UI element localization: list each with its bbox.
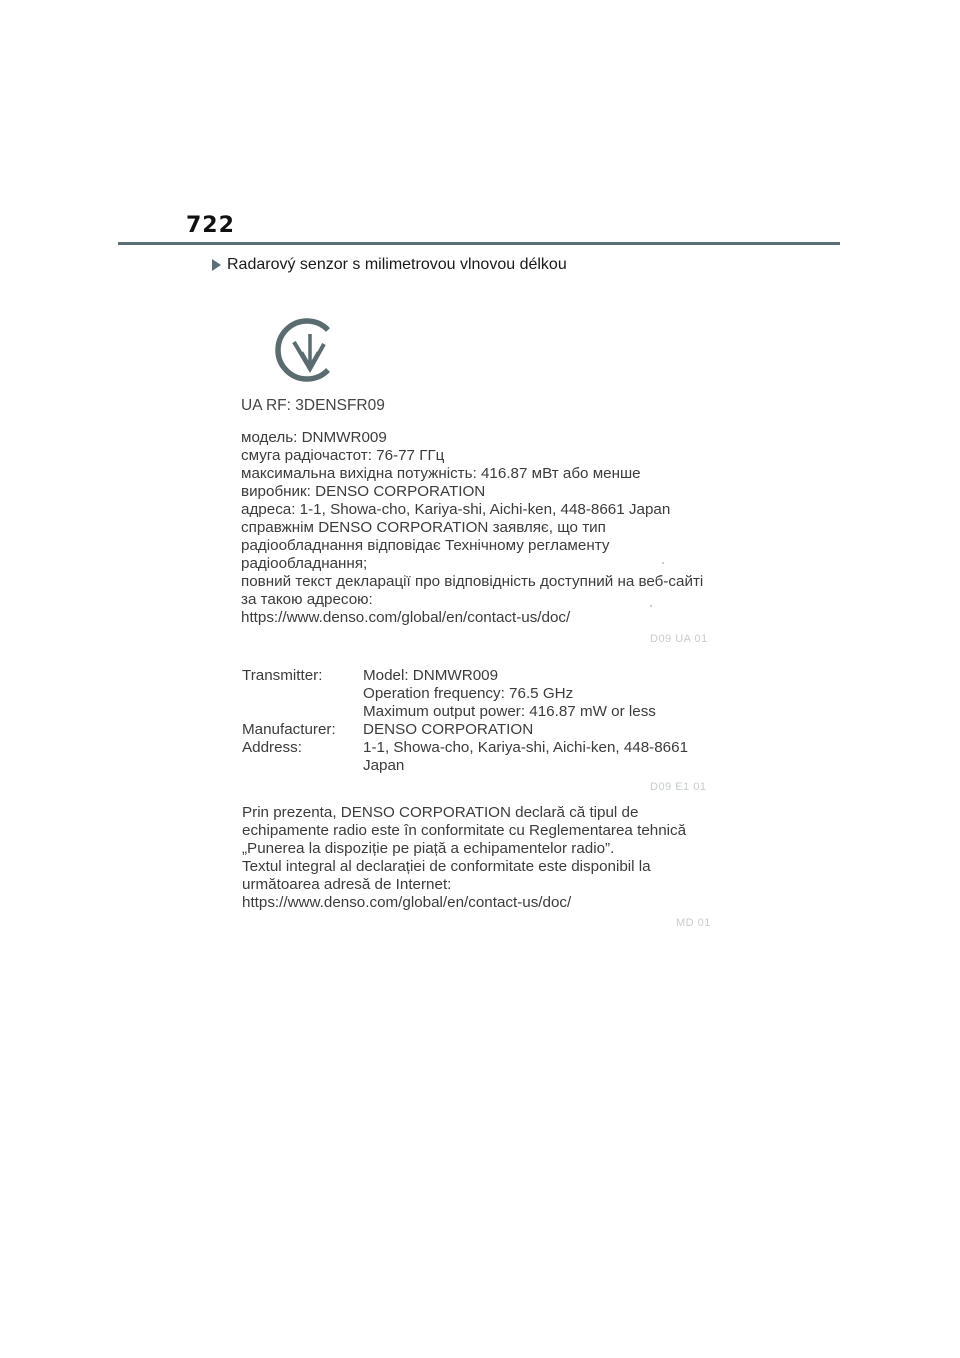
spec-row (242, 667, 688, 685)
ua-line: модель: DNMWR009 (241, 429, 387, 446)
spec-value: Maximum output power: 416.87 mW or less (363, 703, 656, 720)
spec-row (242, 739, 688, 757)
ua-line: за такою адресою: (241, 591, 373, 608)
romanian-declaration (242, 804, 722, 912)
triangle-bullet-icon (212, 259, 221, 271)
en-code-tag: D09 E1 01 (650, 781, 707, 793)
ua-line: справжнім DENSO CORPORATION заявляє, що тип (241, 519, 606, 536)
ua-line: виробник: DENSO CORPORATION (241, 483, 486, 500)
spec-value: Model: DNMWR009 (363, 667, 499, 684)
page-number: 722 (186, 213, 235, 238)
spec-row (242, 721, 688, 739)
transmitter-specs (242, 667, 688, 775)
ro-line: următoarea adresă de Internet: (242, 876, 452, 893)
certification-label (230, 300, 730, 940)
ro-line: Textul integral al declarației de conformitate este disponibil la (242, 858, 651, 875)
spec-key (242, 757, 363, 775)
ua-line: максимальна вихідна потужність: 416.87 мВт або менше (241, 465, 641, 482)
spec-key (242, 703, 363, 721)
ukrainian-conformity-mark-icon (272, 314, 344, 386)
ua-line: повний текст декларації про відповідність доступний на веб-сайті (241, 573, 704, 590)
ro-code-tag: MD 01 (676, 917, 711, 929)
ro-line: echipamente radio este în conformitate cu Reglementarea tehnică (242, 822, 687, 839)
spec-value: Operation frequency: 76.5 GHz (363, 685, 574, 702)
spec-key: Transmitter: (242, 667, 323, 684)
scan-speck (662, 562, 664, 564)
ua-line: адреса: 1-1, Showa-cho, Kariya-shi, Aichi-ken, 448-8661 Japan (241, 501, 671, 518)
ua-code-tag: D09 UA 01 (650, 633, 708, 645)
spec-row (242, 703, 688, 721)
ro-line: Prin prezenta, DENSO CORPORATION declară că tipul de (242, 804, 639, 821)
ukrainian-declaration (241, 429, 721, 627)
spec-row (242, 757, 688, 775)
ua-line: радіообладнання; (241, 555, 368, 572)
spec-value: Japan (363, 757, 405, 774)
spec-key: Address: (242, 739, 302, 756)
section-heading (212, 256, 567, 274)
spec-value: 1-1, Showa-cho, Kariya-shi, Aichi-ken, 448-8661 (363, 739, 689, 756)
ua-line: https://www.denso.com/global/en/contact-us/doc/ (241, 609, 571, 626)
header-rule (118, 242, 840, 245)
ua-line: смуга радіочастот: 76-77 ГГц (241, 447, 445, 464)
spec-key (242, 685, 363, 703)
ua-line: радіообладнання відповідає Технічному регламенту (241, 537, 610, 554)
spec-value: DENSO CORPORATION (363, 721, 534, 738)
scan-speck (650, 605, 652, 607)
ro-line: „Punerea la dispoziție pe piață a echipamentelor radio”. (242, 840, 615, 857)
ro-line: https://www.denso.com/global/en/contact-us/doc/ (242, 894, 572, 911)
spec-key: Manufacturer: (242, 721, 336, 738)
spec-row (242, 685, 688, 703)
section-title: Radarový senzor s milimetrovou vlnovou délkou (227, 256, 567, 273)
ua-rf-id: UA RF: 3DENSFR09 (241, 397, 385, 414)
